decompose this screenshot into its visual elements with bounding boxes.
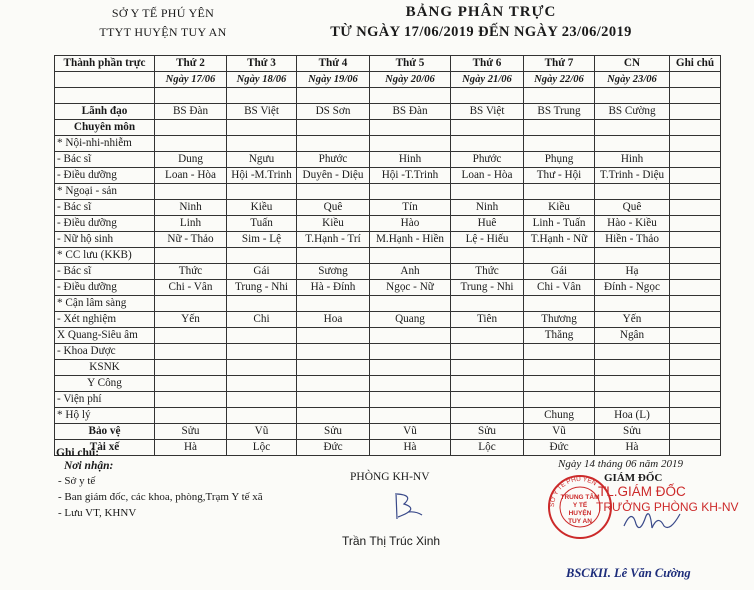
note-cell bbox=[670, 120, 721, 136]
duty-cell: Hội -T.Trinh bbox=[370, 168, 451, 184]
duty-cell bbox=[297, 392, 370, 408]
duty-cell: Anh bbox=[370, 264, 451, 280]
duty-cell: Hội -M.Trinh bbox=[227, 168, 297, 184]
duty-cell: Dung bbox=[155, 152, 227, 168]
day-header: Thứ 2 bbox=[155, 56, 227, 72]
duty-cell: Chi bbox=[227, 312, 297, 328]
duty-cell: T.Hạnh - Nữ bbox=[524, 232, 595, 248]
date-cell: Ngày 19/06 bbox=[297, 72, 370, 88]
duty-cell bbox=[370, 392, 451, 408]
duty-cell: Thư - Hội bbox=[524, 168, 595, 184]
duty-cell: Lộc bbox=[451, 440, 524, 456]
note-cell bbox=[670, 104, 721, 120]
duty-cell: Lộc bbox=[227, 440, 297, 456]
department-label: PHÒNG KH-NV bbox=[350, 471, 430, 483]
duty-cell bbox=[155, 376, 227, 392]
row-label: * Nội-nhi-nhiễm bbox=[55, 136, 155, 152]
duty-cell bbox=[155, 408, 227, 424]
table-row bbox=[55, 408, 721, 424]
duty-cell: Phước bbox=[451, 152, 524, 168]
duty-cell bbox=[595, 184, 670, 200]
duty-cell bbox=[227, 344, 297, 360]
row-label: Y Công bbox=[55, 376, 155, 392]
table-row bbox=[55, 328, 721, 344]
duty-cell: Hào bbox=[370, 216, 451, 232]
recipient-item: - Sở y tế bbox=[58, 475, 96, 487]
duty-cell bbox=[155, 136, 227, 152]
duty-cell bbox=[524, 344, 595, 360]
note-cell bbox=[670, 296, 721, 312]
duty-cell: Trung - Nhi bbox=[451, 280, 524, 296]
duty-cell bbox=[451, 360, 524, 376]
duty-cell bbox=[297, 408, 370, 424]
duty-cell: Hà bbox=[155, 440, 227, 456]
authority-line-1: TL.GIÁM ĐỐC bbox=[598, 484, 686, 499]
duty-cell: Thức bbox=[155, 264, 227, 280]
duty-cell bbox=[227, 408, 297, 424]
duty-cell: Duyên - Diệu bbox=[297, 168, 370, 184]
row-label: - Điều dưỡng bbox=[55, 216, 155, 232]
duty-cell bbox=[451, 136, 524, 152]
table-row bbox=[55, 360, 721, 376]
table-row bbox=[55, 344, 721, 360]
note-cell bbox=[670, 264, 721, 280]
date-cell: Ngày 17/06 bbox=[155, 72, 227, 88]
duty-cell: Sửu bbox=[595, 424, 670, 440]
duty-cell bbox=[370, 296, 451, 312]
row-label: - Điều dưỡng bbox=[55, 168, 155, 184]
duty-cell: Quang bbox=[370, 312, 451, 328]
date-cell: Ngày 20/06 bbox=[370, 72, 451, 88]
duty-cell bbox=[155, 184, 227, 200]
signature-right bbox=[622, 506, 682, 536]
duty-cell: Hinh bbox=[595, 152, 670, 168]
day-header: Thứ 7 bbox=[524, 56, 595, 72]
row-label: - Điều dưỡng bbox=[55, 280, 155, 296]
table-row bbox=[55, 216, 721, 232]
row-label: - Bác sĩ bbox=[55, 264, 155, 280]
row-label: * CC lưu (KKB) bbox=[55, 248, 155, 264]
date-cell: Ngày 22/06 bbox=[524, 72, 595, 88]
row-label: Bảo vệ bbox=[55, 424, 155, 440]
duty-cell: Phước bbox=[297, 152, 370, 168]
date-corner-cell bbox=[55, 72, 155, 88]
duty-cell bbox=[451, 392, 524, 408]
duty-cell bbox=[297, 120, 370, 136]
day-header: CN bbox=[595, 56, 670, 72]
duty-cell: Loan - Hòa bbox=[155, 168, 227, 184]
duty-cell bbox=[227, 136, 297, 152]
date-cell: Ngày 21/06 bbox=[451, 72, 524, 88]
duty-cell bbox=[451, 376, 524, 392]
table-row bbox=[55, 184, 721, 200]
duty-cell bbox=[155, 120, 227, 136]
duty-cell: Thương bbox=[524, 312, 595, 328]
agency-line-2: TTYT HUYỆN TUY AN bbox=[99, 25, 227, 39]
row-label: Lãnh đạo bbox=[55, 104, 155, 120]
duty-cell: Thăng bbox=[524, 328, 595, 344]
duty-cell: Trung - Nhi bbox=[227, 280, 297, 296]
day-header: Thứ 4 bbox=[297, 56, 370, 72]
duty-cell bbox=[451, 296, 524, 312]
duty-cell: Nữ - Thảo bbox=[155, 232, 227, 248]
duty-cell bbox=[297, 328, 370, 344]
row-label: * Hộ lý bbox=[55, 408, 155, 424]
duty-cell bbox=[370, 328, 451, 344]
svg-text:Y TẾ: Y TẾ bbox=[572, 502, 588, 509]
row-label: KSNK bbox=[55, 360, 155, 376]
day-header: Thứ 6 bbox=[451, 56, 524, 72]
duty-cell bbox=[227, 360, 297, 376]
row-label: - Bác sĩ bbox=[55, 200, 155, 216]
duty-cell: Linh bbox=[155, 216, 227, 232]
duty-cell: Đức bbox=[524, 440, 595, 456]
note-cell bbox=[670, 360, 721, 376]
table-row bbox=[55, 200, 721, 216]
note-cell bbox=[670, 168, 721, 184]
duty-cell bbox=[155, 328, 227, 344]
duty-cell: Gái bbox=[524, 264, 595, 280]
duty-cell bbox=[227, 392, 297, 408]
duty-cell bbox=[227, 248, 297, 264]
date-cell: Ngày 18/06 bbox=[227, 72, 297, 88]
duty-cell bbox=[524, 248, 595, 264]
table-row bbox=[55, 248, 721, 264]
row-label: - Khoa Dược bbox=[55, 344, 155, 360]
duty-cell bbox=[155, 360, 227, 376]
duty-cell: Yến bbox=[155, 312, 227, 328]
duty-cell bbox=[155, 344, 227, 360]
duty-cell: Quê bbox=[595, 200, 670, 216]
duty-cell: BS Việt bbox=[451, 104, 524, 120]
svg-text:HUYỆN: HUYỆN bbox=[568, 510, 592, 517]
duty-cell bbox=[595, 392, 670, 408]
row-label: - Bác sĩ bbox=[55, 152, 155, 168]
note-cell bbox=[670, 392, 721, 408]
duty-cell bbox=[297, 376, 370, 392]
duty-cell: Hà bbox=[370, 440, 451, 456]
table-row bbox=[55, 152, 721, 168]
note-cell bbox=[670, 72, 721, 88]
note-cell bbox=[670, 216, 721, 232]
svg-text:SỞ Y TẾ PHÚ YÊN: SỞ Y TẾ PHÚ YÊN bbox=[548, 475, 598, 508]
duty-cell: Hinh bbox=[370, 152, 451, 168]
table-row bbox=[55, 88, 721, 104]
duty-cell bbox=[524, 376, 595, 392]
agency-header bbox=[68, 4, 258, 42]
duty-cell bbox=[595, 296, 670, 312]
note-cell bbox=[670, 232, 721, 248]
duty-cell: Ngân bbox=[595, 328, 670, 344]
duty-cell: Kiều bbox=[524, 200, 595, 216]
date-row bbox=[55, 72, 721, 88]
note-cell bbox=[670, 424, 721, 440]
row-label: X Quang-Siêu âm bbox=[55, 328, 155, 344]
note-cell bbox=[670, 152, 721, 168]
document-title-block bbox=[296, 2, 666, 42]
row-label: - Xét nghiệm bbox=[55, 312, 155, 328]
duty-cell bbox=[595, 360, 670, 376]
day-header: Thứ 3 bbox=[227, 56, 297, 72]
note-cell bbox=[670, 248, 721, 264]
row-label bbox=[55, 88, 155, 104]
duty-cell bbox=[524, 392, 595, 408]
row-label: Tài xế bbox=[55, 440, 155, 456]
duty-cell bbox=[227, 88, 297, 104]
duty-cell bbox=[370, 136, 451, 152]
row-label: - Viện phí bbox=[55, 392, 155, 408]
row-label: - Nữ hộ sinh bbox=[55, 232, 155, 248]
duty-cell: DS Sơn bbox=[297, 104, 370, 120]
note-cell bbox=[670, 408, 721, 424]
duty-cell: Sửu bbox=[451, 424, 524, 440]
note-cell bbox=[670, 440, 721, 456]
table-row bbox=[55, 168, 721, 184]
note-cell bbox=[670, 184, 721, 200]
duty-cell: Sửu bbox=[155, 424, 227, 440]
duty-cell bbox=[451, 248, 524, 264]
duty-cell: Loan - Hòa bbox=[451, 168, 524, 184]
table-row bbox=[55, 120, 721, 136]
duty-cell: Hoa (L) bbox=[595, 408, 670, 424]
duty-cell bbox=[595, 344, 670, 360]
duty-cell: Vũ bbox=[227, 424, 297, 440]
signing-date: Ngày 14 tháng 06 năm 2019 bbox=[558, 458, 683, 470]
duty-cell bbox=[451, 408, 524, 424]
duty-cell: BS Trung bbox=[524, 104, 595, 120]
duty-cell: T.Hạnh - Trí bbox=[297, 232, 370, 248]
duty-cell: Hà bbox=[595, 440, 670, 456]
document-title: BẢNG PHÂN TRỰC bbox=[405, 4, 557, 20]
duty-cell bbox=[297, 344, 370, 360]
duty-cell: Ngọc - Nữ bbox=[370, 280, 451, 296]
duty-cell bbox=[524, 88, 595, 104]
recipient-item: - Lưu VT, KHNV bbox=[58, 507, 137, 519]
table-row bbox=[55, 440, 721, 456]
duty-cell bbox=[155, 88, 227, 104]
duty-cell: Chi - Vân bbox=[524, 280, 595, 296]
duty-cell: Sương bbox=[297, 264, 370, 280]
duty-cell bbox=[451, 328, 524, 344]
corner-header: Thành phần trực bbox=[55, 56, 155, 72]
duty-cell bbox=[595, 248, 670, 264]
duty-cell: Yến bbox=[595, 312, 670, 328]
table-row bbox=[55, 376, 721, 392]
duty-cell bbox=[524, 184, 595, 200]
table-row bbox=[55, 280, 721, 296]
duty-cell bbox=[370, 120, 451, 136]
duty-cell: Hoa bbox=[297, 312, 370, 328]
duty-cell bbox=[524, 296, 595, 312]
document-subtitle: TỪ NGÀY 17/06/2019 ĐẾN NGÀY 23/06/2019 bbox=[330, 24, 632, 40]
duty-cell: Huê bbox=[451, 216, 524, 232]
table-row bbox=[55, 312, 721, 328]
duty-cell bbox=[297, 360, 370, 376]
duty-cell bbox=[451, 344, 524, 360]
duty-cell: Chung bbox=[524, 408, 595, 424]
duty-cell bbox=[524, 120, 595, 136]
note-cell bbox=[670, 312, 721, 328]
duty-cell: Quê bbox=[297, 200, 370, 216]
duty-cell: Ninh bbox=[155, 200, 227, 216]
duty-cell: Đính - Ngọc bbox=[595, 280, 670, 296]
duty-cell bbox=[595, 88, 670, 104]
note-header: Ghi chú bbox=[670, 56, 721, 72]
duty-roster-table bbox=[54, 55, 721, 456]
note-cell bbox=[670, 376, 721, 392]
duty-cell bbox=[227, 328, 297, 344]
duty-cell: BS Việt bbox=[227, 104, 297, 120]
duty-cell bbox=[595, 376, 670, 392]
duty-cell bbox=[297, 296, 370, 312]
signature-left bbox=[392, 491, 426, 521]
duty-cell: Ngưu bbox=[227, 152, 297, 168]
duty-cell bbox=[370, 88, 451, 104]
note-cell bbox=[670, 328, 721, 344]
date-cell: Ngày 23/06 bbox=[595, 72, 670, 88]
duty-cell bbox=[370, 248, 451, 264]
signer-name-right: BSCKII. Lê Văn Cường bbox=[566, 566, 691, 580]
table-row bbox=[55, 232, 721, 248]
note-cell bbox=[670, 280, 721, 296]
duty-cell: Tín bbox=[370, 200, 451, 216]
duty-cell bbox=[297, 184, 370, 200]
note-cell bbox=[670, 88, 721, 104]
svg-text:TUY AN: TUY AN bbox=[568, 518, 592, 525]
table-row bbox=[55, 264, 721, 280]
duty-cell: Tiên bbox=[451, 312, 524, 328]
duty-cell bbox=[227, 376, 297, 392]
duty-cell: Chi - Vân bbox=[155, 280, 227, 296]
duty-cell bbox=[297, 136, 370, 152]
duty-cell: Gái bbox=[227, 264, 297, 280]
table-row bbox=[55, 296, 721, 312]
note-cell bbox=[670, 136, 721, 152]
duty-cell bbox=[370, 376, 451, 392]
duty-cell: Lệ - Hiếu bbox=[451, 232, 524, 248]
duty-cell bbox=[595, 120, 670, 136]
duty-cell: Hà - Đính bbox=[297, 280, 370, 296]
table-row bbox=[55, 424, 721, 440]
table-row bbox=[55, 104, 721, 120]
duty-cell bbox=[297, 248, 370, 264]
duty-cell: Vũ bbox=[524, 424, 595, 440]
duty-cell bbox=[451, 120, 524, 136]
duty-cell bbox=[370, 184, 451, 200]
duty-cell: Kiều bbox=[227, 200, 297, 216]
duty-cell bbox=[451, 184, 524, 200]
duty-cell: T.Trinh - Diệu bbox=[595, 168, 670, 184]
duty-cell bbox=[595, 136, 670, 152]
row-label: Chuyên môn bbox=[55, 120, 155, 136]
recipient-item: - Ban giám đốc, các khoa, phòng,Trạm Y tế xã bbox=[58, 491, 263, 503]
duty-cell: Hào - Kiều bbox=[595, 216, 670, 232]
day-header: Thứ 5 bbox=[370, 56, 451, 72]
duty-cell bbox=[227, 296, 297, 312]
duty-cell: Kiều bbox=[297, 216, 370, 232]
director-title: GIÁM ĐỐC bbox=[604, 472, 663, 484]
duty-cell bbox=[227, 120, 297, 136]
duty-cell bbox=[370, 360, 451, 376]
duty-cell: BS Đàn bbox=[370, 104, 451, 120]
recipients-title: Nơi nhận: bbox=[64, 460, 114, 472]
duty-cell bbox=[524, 136, 595, 152]
duty-cell: Linh - Tuấn bbox=[524, 216, 595, 232]
duty-cell bbox=[524, 360, 595, 376]
note-cell bbox=[670, 344, 721, 360]
duty-cell: Tuấn bbox=[227, 216, 297, 232]
notes-title: Ghi chú: bbox=[56, 447, 100, 459]
duty-cell bbox=[155, 392, 227, 408]
day-header-row bbox=[55, 56, 721, 72]
duty-cell: M.Hạnh - Hiền bbox=[370, 232, 451, 248]
signer-name-left: Trần Thị Trúc Xinh bbox=[342, 534, 441, 548]
duty-cell: Sim - Lệ bbox=[227, 232, 297, 248]
duty-cell bbox=[297, 88, 370, 104]
duty-cell bbox=[370, 344, 451, 360]
roster-body bbox=[55, 88, 721, 456]
authority-line-2: TRƯỞNG PHÒNG KH-NV bbox=[596, 500, 739, 514]
row-label: * Ngoại - sản bbox=[55, 184, 155, 200]
agency-line-1: SỞ Y TẾ PHÚ YÊN bbox=[111, 6, 215, 20]
note-cell bbox=[670, 200, 721, 216]
duty-cell: BS Đàn bbox=[155, 104, 227, 120]
row-label: * Cận lâm sàng bbox=[55, 296, 155, 312]
duty-cell: Thức bbox=[451, 264, 524, 280]
duty-cell bbox=[155, 248, 227, 264]
duty-cell: Đức bbox=[297, 440, 370, 456]
duty-cell: Sửu bbox=[297, 424, 370, 440]
duty-cell bbox=[451, 88, 524, 104]
table-row bbox=[55, 392, 721, 408]
duty-cell: Ninh bbox=[451, 200, 524, 216]
svg-text:TRUNG TÂM: TRUNG TÂM bbox=[560, 494, 600, 501]
duty-cell bbox=[155, 296, 227, 312]
duty-cell: Hạ bbox=[595, 264, 670, 280]
duty-cell: Hiền - Thảo bbox=[595, 232, 670, 248]
duty-cell: Phụng bbox=[524, 152, 595, 168]
duty-cell: BS Cường bbox=[595, 104, 670, 120]
table-row bbox=[55, 136, 721, 152]
duty-cell bbox=[370, 408, 451, 424]
duty-cell bbox=[227, 184, 297, 200]
duty-cell: Vũ bbox=[370, 424, 451, 440]
